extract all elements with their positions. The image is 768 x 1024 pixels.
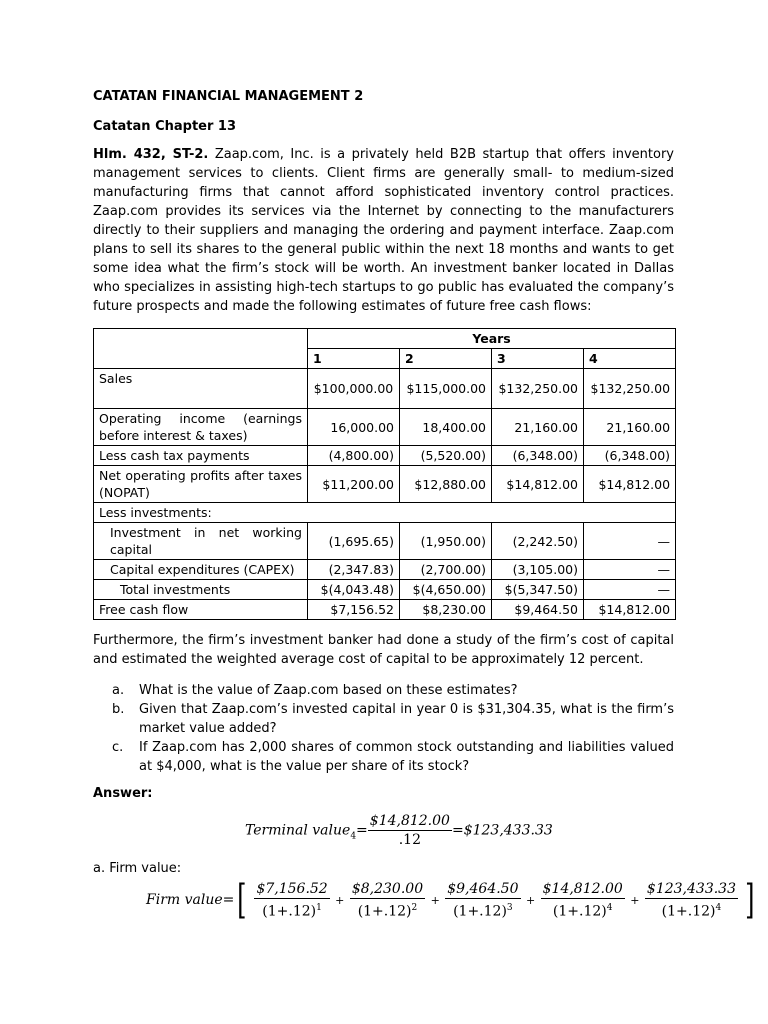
table-cell: $115,000.00: [400, 369, 492, 409]
table-cell: (6,348.00): [492, 446, 584, 466]
question-marker: b.: [112, 702, 125, 717]
term-denominator: $(1+.12)^3$: [453, 902, 513, 920]
term-denominator: $(1+.12)^1$: [262, 902, 322, 920]
table-cell: —: [584, 523, 676, 560]
terminal-value-lhs: Terminal value: [245, 822, 351, 839]
table-cell: $(5,347.50): [492, 580, 584, 600]
terminal-value-fraction: [368, 812, 452, 849]
row-label: Operating income (earnings before interest & taxes): [94, 409, 308, 446]
terminal-value-equation: Terminal value$_4$= $\frac{\$14,812.00}{.12}$ =$123,433.33: [245, 813, 553, 848]
table-cell: $11,200.00: [308, 466, 400, 503]
chapter-heading: Catatan Chapter 13: [93, 119, 236, 134]
term-numerator: $14,812.00: [542, 880, 623, 897]
table-cell: (4,800.00): [308, 446, 400, 466]
term-numerator: $123,433.33: [646, 880, 736, 897]
year-header: 1: [308, 349, 400, 369]
table-row: [94, 409, 676, 446]
row-label: Total investments: [94, 580, 308, 600]
problem-reference: Hlm. 432, ST-2.: [93, 147, 209, 162]
table-years-header: Years: [308, 329, 676, 349]
term-numerator: $8,230.00: [351, 880, 424, 897]
table-cell: —: [584, 560, 676, 580]
term-numerator: $9,464.50: [447, 880, 519, 897]
free-cash-flow-table: [93, 328, 676, 620]
table-cell: $132,250.00: [584, 369, 676, 409]
table-cell: (6,348.00): [584, 446, 676, 466]
problem-paragraph: [93, 145, 674, 316]
document-title: CATATAN FINANCIAL MANAGEMENT 2: [93, 89, 364, 104]
table-row: [94, 600, 676, 620]
year-header: 4: [584, 349, 676, 369]
year-header: 3: [492, 349, 584, 369]
table-cell: 21,160.00: [584, 409, 676, 446]
pv-term: [645, 880, 738, 921]
firm-value-lhs: Firm value: [146, 892, 223, 908]
row-label: Less investments:: [94, 503, 676, 523]
table-row: [94, 580, 676, 600]
table-cell: $100,000.00: [308, 369, 400, 409]
table-cell: 16,000.00: [308, 409, 400, 446]
cost-of-capital-paragraph: Furthermore, the firm’s investment banker had done a study of the firm’s cost of capital and estimated the weighted average cost of capital to be approximately 12 percent.: [93, 633, 674, 667]
table-cell: $14,812.00: [584, 600, 676, 620]
table-cell: $14,812.00: [492, 466, 584, 503]
table-corner-cell: [94, 329, 308, 369]
term-numerator: $7,156.52: [256, 880, 328, 897]
plus-operator: +: [525, 893, 536, 907]
pv-term: [445, 880, 520, 921]
table-row: [94, 466, 676, 503]
fraction-denominator: .12: [398, 832, 421, 848]
table-cell: $9,464.50: [492, 600, 584, 620]
row-label: Less cash tax payments: [94, 446, 308, 466]
table-cell: (1,695.65): [308, 523, 400, 560]
table-row: [94, 560, 676, 580]
row-label: Investment in net working capital: [94, 523, 308, 560]
question-item: [112, 681, 674, 700]
right-bracket: ]: [745, 877, 755, 923]
table-cell: $(4,650.00): [400, 580, 492, 600]
table-cell: $132,250.00: [492, 369, 584, 409]
row-label: Sales: [94, 369, 308, 409]
question-text: Given that Zaap.com’s invested capital in year 0 is $31,304.35, what is the firm’s market value added?: [139, 702, 674, 736]
plus-operator: +: [630, 893, 640, 907]
fraction-numerator: $14,812.00: [369, 813, 450, 829]
row-label: Free cash flow: [94, 600, 308, 620]
term-denominator: $(1+.12)^4$: [661, 902, 722, 920]
question-marker: c.: [112, 740, 124, 755]
table-cell: —: [584, 580, 676, 600]
table-cell: $14,812.00: [584, 466, 676, 503]
plus-operator: +: [430, 893, 440, 907]
table-cell: (2,700.00): [400, 560, 492, 580]
row-label: Capital expenditures (CAPEX): [94, 560, 308, 580]
question-text: If Zaap.com has 2,000 shares of common stock outstanding and liabilities valued at $4,000, what is the value per share of its stock?: [139, 740, 674, 774]
row-label: Net operating profits after taxes (NOPAT): [94, 466, 308, 503]
table-cell: $7,156.52: [308, 600, 400, 620]
left-bracket: [: [237, 877, 247, 923]
pv-term: [254, 880, 329, 921]
table-cell: 18,400.00: [400, 409, 492, 446]
term-denominator: $(1+.12)^4$: [552, 902, 613, 920]
year-header: 2: [400, 349, 492, 369]
question-item: [112, 738, 674, 776]
term-denominator: $(1+.12)^2$: [357, 902, 418, 920]
answer-heading: Answer:: [93, 786, 153, 801]
table-cell: 21,160.00: [492, 409, 584, 446]
table-row: [94, 369, 676, 409]
table-row: [94, 503, 676, 523]
table-cell: (2,347.83): [308, 560, 400, 580]
table-row: [94, 523, 676, 560]
table-cell: $(4,043.48): [308, 580, 400, 600]
problem-text: Zaap.com, Inc. is a privately held B2B startup that offers inventory management services to clients. Client firms are generally small- to medium-sized manufacturing firms that cannot afford sophisticated inventory control practices. Zaap.com provides its services via the Internet by connecting to the manufacturers directly to their suppliers and managing the ordering and payment interface. Zaap.com plans to sell its shares to the general public within the next 18 months and wants to get some idea what the firm’s stock will be worth. An investment banker located in Dallas who specializes in assisting high-tech startups to go public has evaluated the company’s future prospects and made the following estimates of future free cash flows:: [93, 147, 674, 314]
question-list: [112, 681, 674, 776]
terminal-value-subscript: 4: [350, 831, 357, 842]
table-cell: $8,230.00: [400, 600, 492, 620]
pv-term: [350, 880, 425, 921]
table-cell: (1,950.00): [400, 523, 492, 560]
plus-operator: +: [335, 893, 345, 907]
table-cell: (2,242.50): [492, 523, 584, 560]
firm-value-label: a. Firm value:: [93, 861, 182, 876]
table-cell: (3,105.00): [492, 560, 584, 580]
pv-term: [541, 880, 625, 921]
terminal-value-result: $123,433.33: [463, 822, 553, 839]
question-text: What is the value of Zaap.com based on these estimates?: [139, 683, 518, 698]
table-cell: (5,520.00): [400, 446, 492, 466]
table-row: [94, 446, 676, 466]
table-cell: $12,880.00: [400, 466, 492, 503]
question-marker: a.: [112, 683, 125, 698]
question-item: [112, 700, 674, 738]
firm-value-equation: Firm value=[ $\frac{\$7,156.52}{(1+.12)^1}$ + $\frac{\$8,230.00}{(1+.12)^2}$ + $\frac{\$9,464.50}{(1+.12)^3}$ + $\frac{\$14,812.00}{(1+.12)^4}$ + $\frac{\$123,433.33}{(1+.12)^4}$ ]: [146, 877, 755, 923]
